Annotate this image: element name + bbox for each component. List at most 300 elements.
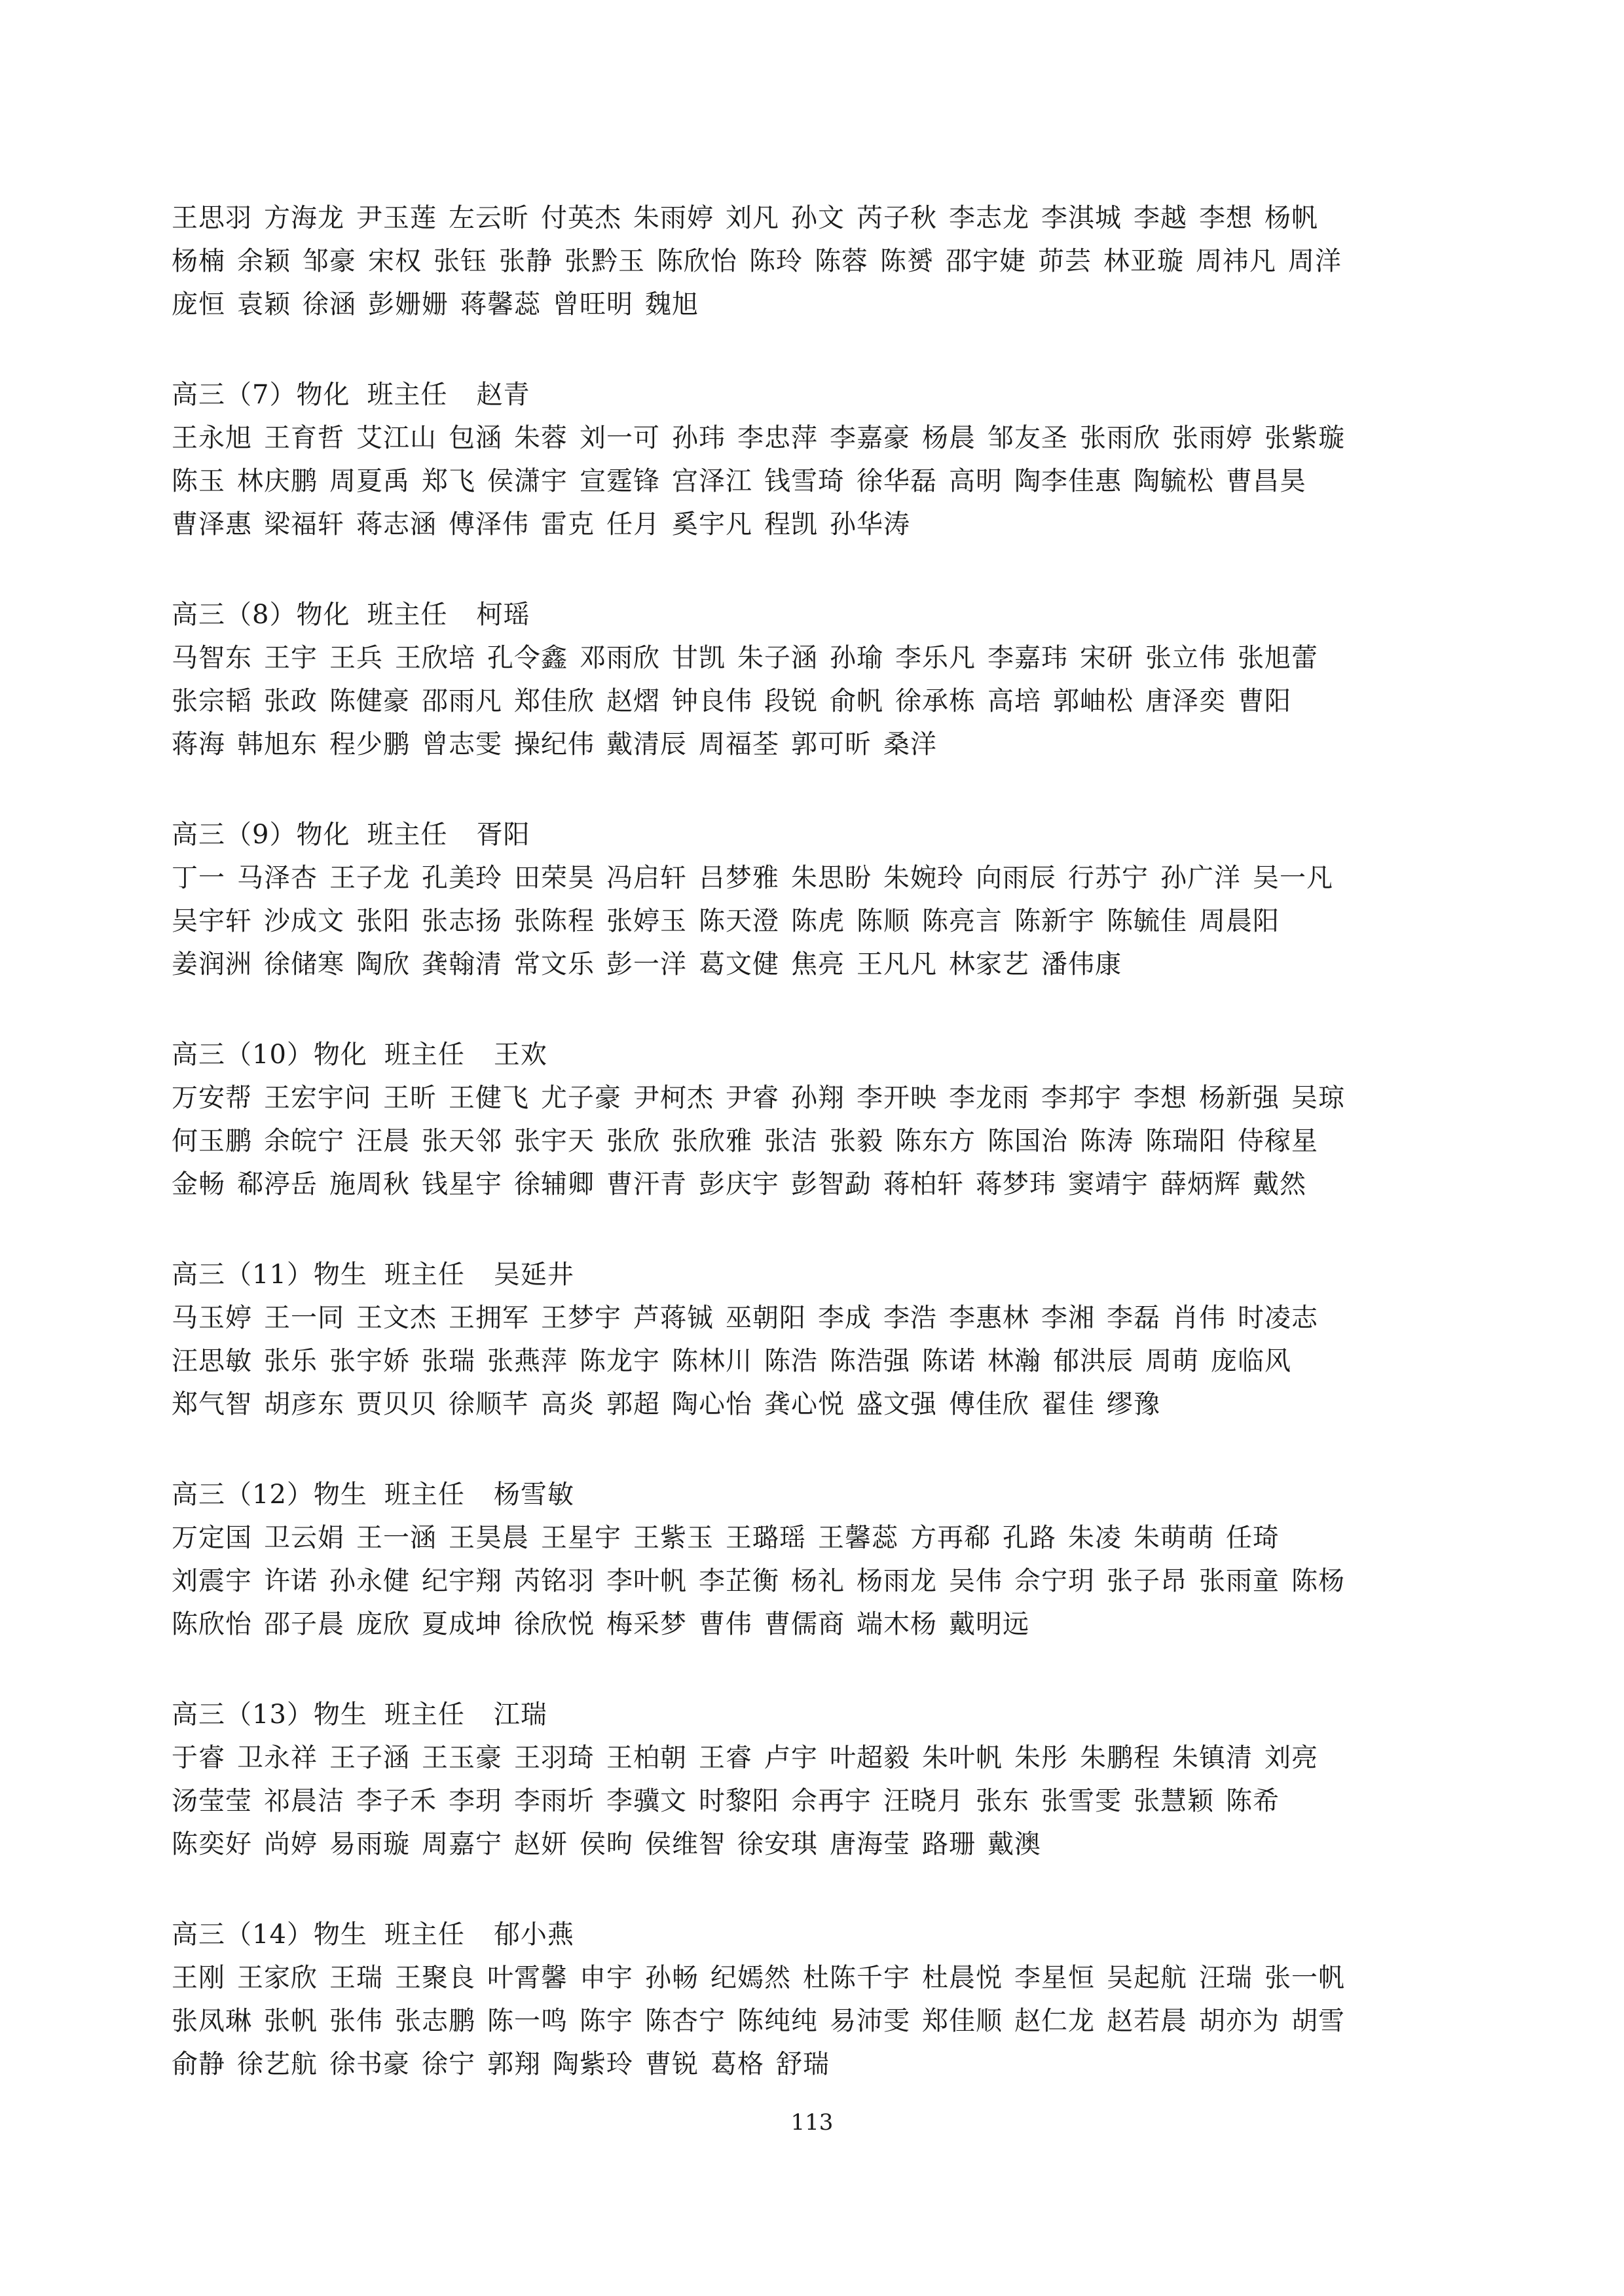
teacher-name: 柯瑶 bbox=[476, 600, 530, 630]
student-name: 徐涵 bbox=[303, 289, 356, 319]
student-name: 马泽杏 bbox=[237, 863, 318, 893]
student-name: 张凤琳 bbox=[172, 2006, 252, 2036]
student-name: 叶霄馨 bbox=[487, 1963, 568, 1993]
student-name: 芮铭羽 bbox=[514, 1566, 595, 1596]
student-name: 刘亮 bbox=[1264, 1743, 1318, 1773]
student-name: 孙永健 bbox=[329, 1566, 410, 1596]
student-name: 申宇 bbox=[580, 1963, 633, 1993]
class-heading bbox=[172, 1693, 1455, 1736]
student-name: 戴清辰 bbox=[606, 729, 687, 759]
student-name: 盛文强 bbox=[857, 1389, 937, 1419]
student-name: 李玥 bbox=[449, 1786, 502, 1816]
student-name: 汤莹莹 bbox=[172, 1786, 252, 1816]
student-name: 陈林川 bbox=[672, 1346, 752, 1376]
student-name: 吴一凡 bbox=[1253, 863, 1333, 893]
student-name: 张帆 bbox=[264, 2006, 318, 2036]
student-name: 陈玲 bbox=[749, 246, 803, 276]
student-name: 张欣 bbox=[606, 1126, 660, 1156]
student-name: 侯潇宇 bbox=[487, 466, 568, 496]
student-name: 郑佳顺 bbox=[922, 2006, 1003, 2036]
student-name: 张洁 bbox=[764, 1126, 818, 1156]
student-name: 周洋 bbox=[1288, 246, 1342, 276]
teacher-label: 班主任 bbox=[384, 1700, 465, 1730]
student-name: 张毅 bbox=[830, 1126, 883, 1156]
student-name: 尤子豪 bbox=[541, 1083, 621, 1113]
student-list bbox=[172, 1516, 1455, 1646]
student-name: 吕梦雅 bbox=[699, 863, 779, 893]
student-name: 王文杰 bbox=[356, 1303, 437, 1333]
student-name: 吴伟 bbox=[949, 1566, 1003, 1596]
student-name: 张静 bbox=[499, 246, 553, 276]
student-name: 徐宁 bbox=[422, 2049, 475, 2079]
student-name: 施周秋 bbox=[329, 1169, 410, 1199]
student-name: 孙文 bbox=[791, 203, 845, 233]
student-name: 包涵 bbox=[449, 423, 502, 453]
student-name: 时凌志 bbox=[1238, 1303, 1318, 1333]
student-name: 王柏朝 bbox=[606, 1743, 687, 1773]
student-name: 陈涛 bbox=[1080, 1126, 1134, 1156]
student-name: 张宇娇 bbox=[329, 1346, 410, 1376]
student-name: 陈国治 bbox=[987, 1126, 1068, 1156]
continued-name-list bbox=[172, 196, 1455, 326]
student-name: 戴澳 bbox=[987, 1829, 1041, 1859]
teacher-name: 吴延井 bbox=[493, 1260, 574, 1290]
student-name: 李子禾 bbox=[356, 1786, 437, 1816]
student-name: 吴起航 bbox=[1107, 1963, 1187, 1993]
student-name: 奚宇凡 bbox=[672, 509, 752, 539]
class-section bbox=[172, 1033, 1455, 1206]
student-name: 何玉鹏 bbox=[172, 1126, 252, 1156]
student-name: 李想 bbox=[1134, 1083, 1187, 1113]
student-name: 曹锐 bbox=[645, 2049, 699, 2079]
student-name: 郭岫松 bbox=[1053, 686, 1134, 716]
student-name: 邵宇婕 bbox=[946, 246, 1026, 276]
student-name: 蒋海 bbox=[172, 729, 225, 759]
name-line bbox=[172, 1779, 1455, 1823]
student-name: 祁晨洁 bbox=[264, 1786, 344, 1816]
student-name: 余皖宁 bbox=[264, 1126, 344, 1156]
student-name: 唐泽奕 bbox=[1145, 686, 1226, 716]
student-name: 张雨婷 bbox=[1172, 423, 1253, 453]
student-name: 蒋馨蕊 bbox=[460, 289, 541, 319]
name-line bbox=[172, 1999, 1455, 2043]
student-name: 李想 bbox=[1199, 203, 1253, 233]
student-name: 李湘 bbox=[1041, 1303, 1095, 1333]
student-name: 陈欣怡 bbox=[172, 1609, 252, 1639]
student-list bbox=[172, 1076, 1455, 1206]
student-list bbox=[172, 416, 1455, 546]
student-name: 焦亮 bbox=[791, 949, 845, 979]
student-name: 钟良伟 bbox=[672, 686, 752, 716]
student-name: 陈顺 bbox=[857, 906, 910, 936]
student-name: 宋研 bbox=[1080, 643, 1134, 673]
student-name: 行苏宁 bbox=[1068, 863, 1149, 893]
student-name: 王子龙 bbox=[329, 863, 410, 893]
teacher-label: 班主任 bbox=[367, 820, 448, 850]
name-line bbox=[172, 1383, 1455, 1426]
student-name: 程少鹏 bbox=[329, 729, 410, 759]
student-name: 张宇天 bbox=[514, 1126, 595, 1156]
student-name: 雷克 bbox=[541, 509, 595, 539]
student-name: 刘震宇 bbox=[172, 1566, 252, 1596]
student-name: 王星宇 bbox=[541, 1523, 621, 1553]
student-name: 王聚良 bbox=[395, 1963, 475, 1993]
student-name: 赵熠 bbox=[606, 686, 660, 716]
student-name: 傅泽伟 bbox=[449, 509, 529, 539]
student-name: 周萌 bbox=[1145, 1346, 1199, 1376]
student-name: 李淇城 bbox=[1041, 203, 1122, 233]
student-name: 纪嫣然 bbox=[710, 1963, 791, 1993]
name-line bbox=[172, 1823, 1455, 1866]
student-name: 李成 bbox=[818, 1303, 872, 1333]
student-name: 侯昫 bbox=[580, 1829, 633, 1859]
student-name: 佘再宇 bbox=[791, 1786, 872, 1816]
student-name: 许诺 bbox=[264, 1566, 318, 1596]
student-name: 陈新宇 bbox=[1014, 906, 1095, 936]
student-name: 舒瑞 bbox=[776, 2049, 830, 2079]
student-name: 宣霆锋 bbox=[580, 466, 660, 496]
student-name: 朱子涵 bbox=[737, 643, 818, 673]
student-name: 李志龙 bbox=[949, 203, 1029, 233]
class-heading bbox=[172, 1473, 1455, 1516]
student-name: 常文乐 bbox=[514, 949, 595, 979]
student-name: 时黎阳 bbox=[699, 1786, 779, 1816]
student-name: 李雨圻 bbox=[514, 1786, 595, 1816]
student-name: 林瀚 bbox=[987, 1346, 1041, 1376]
student-name: 沙成文 bbox=[264, 906, 344, 936]
student-name: 陈宇 bbox=[580, 2006, 633, 2036]
teacher-name: 胥阳 bbox=[476, 820, 530, 850]
student-name: 陈奕好 bbox=[172, 1829, 252, 1859]
student-name: 朱镇清 bbox=[1172, 1743, 1253, 1773]
student-name: 马智东 bbox=[172, 643, 252, 673]
class-name: 高三（8）物化 bbox=[172, 600, 350, 630]
student-name: 方海龙 bbox=[264, 203, 344, 233]
student-name: 丁一 bbox=[172, 863, 225, 893]
teacher-label: 班主任 bbox=[384, 1480, 465, 1510]
student-name: 陶心怡 bbox=[672, 1389, 752, 1419]
student-name: 高明 bbox=[949, 466, 1003, 496]
student-name: 任琦 bbox=[1226, 1523, 1280, 1553]
student-name: 孙广洋 bbox=[1160, 863, 1241, 893]
teacher-label: 班主任 bbox=[367, 380, 448, 410]
student-name: 潘伟康 bbox=[1041, 949, 1122, 979]
student-name: 李嘉豪 bbox=[830, 423, 910, 453]
student-name: 陈赟 bbox=[880, 246, 934, 276]
name-line bbox=[172, 196, 1455, 240]
student-name: 徐欣悦 bbox=[514, 1609, 595, 1639]
student-name: 邵雨凡 bbox=[422, 686, 502, 716]
student-name: 张一帆 bbox=[1264, 1963, 1345, 1993]
student-name: 王璐瑶 bbox=[726, 1523, 806, 1553]
student-name: 操纪伟 bbox=[514, 729, 595, 759]
student-name: 邓雨欣 bbox=[580, 643, 660, 673]
student-name: 彭庆宇 bbox=[699, 1169, 779, 1199]
student-name: 徐承栋 bbox=[895, 686, 976, 716]
student-name: 蒋柏轩 bbox=[883, 1169, 964, 1199]
student-name: 张子昂 bbox=[1107, 1566, 1187, 1596]
student-name: 向雨辰 bbox=[976, 863, 1056, 893]
student-name: 彭智勐 bbox=[791, 1169, 872, 1199]
student-name: 王紫玉 bbox=[633, 1523, 714, 1553]
name-line bbox=[172, 503, 1455, 546]
student-name: 马玉婷 bbox=[172, 1303, 252, 1333]
student-name: 薛炳辉 bbox=[1160, 1169, 1241, 1199]
student-name: 蒋志涵 bbox=[356, 509, 437, 539]
student-name: 邹友圣 bbox=[987, 423, 1068, 453]
student-name: 葛格 bbox=[710, 2049, 764, 2079]
student-name: 王健飞 bbox=[449, 1083, 529, 1113]
teacher-name: 杨雪敏 bbox=[493, 1480, 574, 1510]
class-name: 高三（11）物生 bbox=[172, 1260, 367, 1290]
class-heading bbox=[172, 1253, 1455, 1296]
student-name: 汪晓月 bbox=[883, 1786, 964, 1816]
student-name: 赵妍 bbox=[514, 1829, 568, 1859]
student-name: 陶欣 bbox=[356, 949, 410, 979]
student-list bbox=[172, 1736, 1455, 1866]
student-name: 王羽琦 bbox=[514, 1743, 595, 1773]
student-name: 高培 bbox=[987, 686, 1041, 716]
student-name: 张东 bbox=[976, 1786, 1029, 1816]
name-line bbox=[172, 900, 1455, 943]
student-name: 王思羽 bbox=[172, 203, 252, 233]
student-name: 王馨蕊 bbox=[818, 1523, 898, 1553]
student-name: 万定国 bbox=[172, 1523, 252, 1553]
student-name: 刘一可 bbox=[580, 423, 660, 453]
class-name: 高三（12）物生 bbox=[172, 1480, 367, 1510]
class-section bbox=[172, 1693, 1455, 1866]
student-name: 王梦宇 bbox=[541, 1303, 621, 1333]
student-name: 彭姗姗 bbox=[368, 289, 449, 319]
student-name: 邵子晨 bbox=[264, 1609, 344, 1639]
student-name: 芮子秋 bbox=[857, 203, 937, 233]
name-line bbox=[172, 416, 1455, 460]
student-name: 茆芸 bbox=[1038, 246, 1092, 276]
name-line bbox=[172, 240, 1455, 283]
student-name: 戴然 bbox=[1253, 1169, 1306, 1199]
student-name: 邹豪 bbox=[303, 246, 356, 276]
student-name: 郑气智 bbox=[172, 1389, 252, 1419]
student-name: 陶紫玲 bbox=[553, 2049, 633, 2079]
student-name: 陈玉 bbox=[172, 466, 225, 496]
student-name: 王昊晨 bbox=[449, 1523, 529, 1553]
student-name: 王昕 bbox=[383, 1083, 437, 1113]
student-name: 龚心悦 bbox=[764, 1389, 845, 1419]
class-section bbox=[172, 1473, 1455, 1646]
page-number: 113 bbox=[790, 2109, 834, 2136]
student-name: 曹昌昊 bbox=[1226, 466, 1306, 496]
student-name: 王一涵 bbox=[356, 1523, 437, 1553]
student-name: 张钰 bbox=[434, 246, 487, 276]
student-name: 汪瑞 bbox=[1199, 1963, 1253, 1993]
student-name: 彭一洋 bbox=[606, 949, 687, 979]
student-name: 吴琼 bbox=[1291, 1083, 1345, 1113]
student-name: 付英杰 bbox=[541, 203, 621, 233]
student-name: 张伟 bbox=[329, 2006, 383, 2036]
student-name: 周嘉宁 bbox=[422, 1829, 502, 1859]
student-name: 郭超 bbox=[606, 1389, 660, 1419]
teacher-name: 江瑞 bbox=[493, 1700, 547, 1730]
student-name: 李龙雨 bbox=[949, 1083, 1029, 1113]
student-name: 汪晨 bbox=[356, 1126, 410, 1156]
class-heading bbox=[172, 373, 1455, 416]
student-name: 郗渟岳 bbox=[237, 1169, 318, 1199]
class-heading bbox=[172, 593, 1455, 636]
student-name: 陈蓉 bbox=[815, 246, 868, 276]
student-name: 曹儒商 bbox=[764, 1609, 845, 1639]
student-name: 程凯 bbox=[764, 509, 818, 539]
student-name: 李开映 bbox=[857, 1083, 937, 1113]
student-name: 冯启轩 bbox=[606, 863, 687, 893]
class-name: 高三（9）物化 bbox=[172, 820, 350, 850]
student-name: 王育哲 bbox=[264, 423, 344, 453]
student-name: 朱鹏程 bbox=[1080, 1743, 1160, 1773]
student-name: 张燕萍 bbox=[487, 1346, 568, 1376]
student-name: 陶李佳惠 bbox=[1014, 466, 1122, 496]
student-name: 李乐凡 bbox=[895, 643, 976, 673]
student-name: 桑洋 bbox=[883, 729, 937, 759]
student-name: 徐储寒 bbox=[264, 949, 344, 979]
student-name: 魏旭 bbox=[645, 289, 699, 319]
student-name: 杨雨龙 bbox=[857, 1566, 937, 1596]
student-name: 林家艺 bbox=[949, 949, 1029, 979]
student-name: 王家欣 bbox=[237, 1963, 318, 1993]
student-name: 夏成坤 bbox=[422, 1609, 502, 1639]
student-name: 陈希 bbox=[1226, 1786, 1280, 1816]
student-list bbox=[172, 1956, 1455, 2086]
student-name: 龚翰清 bbox=[422, 949, 502, 979]
teacher-label: 班主任 bbox=[384, 1920, 465, 1950]
student-name: 张乐 bbox=[264, 1346, 318, 1376]
student-name: 易沛雯 bbox=[830, 2006, 910, 2036]
student-name: 朱彤 bbox=[1014, 1743, 1068, 1773]
student-name: 张政 bbox=[264, 686, 318, 716]
student-name: 徐辅卿 bbox=[514, 1169, 595, 1199]
student-name: 钱星宇 bbox=[422, 1169, 502, 1199]
class-section bbox=[172, 1913, 1455, 2086]
student-name: 林庆鹏 bbox=[237, 466, 318, 496]
student-name: 王刚 bbox=[172, 1963, 225, 1993]
student-name: 张黔玉 bbox=[564, 246, 645, 276]
student-name: 吴宇轩 bbox=[172, 906, 252, 936]
student-name: 李骥文 bbox=[606, 1786, 687, 1816]
student-name: 李忠萍 bbox=[737, 423, 818, 453]
name-line bbox=[172, 283, 1455, 326]
student-name: 张天邻 bbox=[422, 1126, 502, 1156]
student-name: 肖伟 bbox=[1172, 1303, 1226, 1333]
student-name: 周夏禹 bbox=[329, 466, 410, 496]
student-name: 孙华涛 bbox=[830, 509, 910, 539]
student-name: 杨礼 bbox=[791, 1566, 845, 1596]
class-name: 高三（14）物生 bbox=[172, 1920, 367, 1950]
student-name: 卫云娟 bbox=[264, 1523, 344, 1553]
class-name: 高三（13）物生 bbox=[172, 1700, 367, 1730]
student-name: 孔令鑫 bbox=[487, 643, 568, 673]
student-name: 梁福轩 bbox=[264, 509, 344, 539]
student-name: 艾江山 bbox=[356, 423, 437, 453]
student-name: 李嘉玮 bbox=[987, 643, 1068, 673]
student-name: 葛文健 bbox=[699, 949, 779, 979]
student-name: 孔美玲 bbox=[422, 863, 502, 893]
student-name: 李浩 bbox=[883, 1303, 937, 1333]
student-name: 孙翔 bbox=[791, 1083, 845, 1113]
student-name: 刘凡 bbox=[726, 203, 779, 233]
teacher-label: 班主任 bbox=[384, 1040, 465, 1070]
student-name: 胡彦东 bbox=[264, 1389, 344, 1419]
teacher-label: 班主任 bbox=[384, 1260, 465, 1290]
student-name: 王永旭 bbox=[172, 423, 252, 453]
student-name: 窦靖宇 bbox=[1068, 1169, 1149, 1199]
teacher-label: 班主任 bbox=[367, 600, 448, 630]
name-line bbox=[172, 1163, 1455, 1206]
name-line bbox=[172, 636, 1455, 680]
student-name: 曾志雯 bbox=[422, 729, 502, 759]
class-heading bbox=[172, 813, 1455, 856]
student-name: 陶毓松 bbox=[1134, 466, 1214, 496]
student-name: 周晨阳 bbox=[1199, 906, 1280, 936]
student-name: 陈亮言 bbox=[922, 906, 1003, 936]
student-name: 俞静 bbox=[172, 2049, 225, 2079]
student-name: 卢宇 bbox=[764, 1743, 818, 1773]
name-line bbox=[172, 856, 1455, 900]
student-name: 陈毓佳 bbox=[1107, 906, 1187, 936]
student-name: 郭翔 bbox=[487, 2049, 541, 2079]
student-name: 王拥军 bbox=[449, 1303, 529, 1333]
student-name: 余颖 bbox=[237, 246, 291, 276]
class-name: 高三（7）物化 bbox=[172, 380, 350, 410]
student-name: 梅采梦 bbox=[606, 1609, 687, 1639]
teacher-name: 赵青 bbox=[476, 380, 530, 410]
student-name: 赵仁龙 bbox=[1014, 2006, 1095, 2036]
student-name: 姜润洲 bbox=[172, 949, 252, 979]
student-name: 俞帆 bbox=[830, 686, 883, 716]
student-name: 陈健豪 bbox=[329, 686, 410, 716]
student-name: 陈诺 bbox=[922, 1346, 976, 1376]
student-name: 庞临风 bbox=[1211, 1346, 1291, 1376]
student-name: 李芷衡 bbox=[699, 1566, 779, 1596]
student-name: 杜晨悦 bbox=[922, 1963, 1003, 1993]
name-line bbox=[172, 680, 1455, 723]
student-name: 卫永祥 bbox=[237, 1743, 318, 1773]
student-name: 徐安琪 bbox=[737, 1829, 818, 1859]
student-name: 戴明远 bbox=[949, 1609, 1029, 1639]
student-name: 张婷玉 bbox=[606, 906, 687, 936]
student-name: 陈浩 bbox=[764, 1346, 818, 1376]
student-name: 朱雨婷 bbox=[633, 203, 714, 233]
student-name: 陈杨 bbox=[1291, 1566, 1345, 1596]
student-name: 陈纯纯 bbox=[737, 2006, 818, 2036]
student-name: 王睿 bbox=[699, 1743, 752, 1773]
student-name: 朱叶帆 bbox=[922, 1743, 1003, 1773]
student-name: 朱蓉 bbox=[514, 423, 568, 453]
student-name: 周福荃 bbox=[699, 729, 779, 759]
student-name: 尹柯杰 bbox=[633, 1083, 714, 1113]
class-heading bbox=[172, 1913, 1455, 1956]
student-name: 陈龙宇 bbox=[580, 1346, 660, 1376]
student-name: 李星恒 bbox=[1014, 1963, 1095, 1993]
student-name: 张慧颖 bbox=[1134, 1786, 1214, 1816]
student-name: 张志鹏 bbox=[395, 2006, 475, 2036]
student-name: 路珊 bbox=[922, 1829, 976, 1859]
student-name: 侍稼星 bbox=[1238, 1126, 1318, 1156]
student-name: 贾贝贝 bbox=[356, 1389, 437, 1419]
student-name: 王一同 bbox=[264, 1303, 344, 1333]
student-name: 周祎凡 bbox=[1196, 246, 1276, 276]
student-name: 徐书豪 bbox=[329, 2049, 410, 2079]
student-name: 张紫璇 bbox=[1264, 423, 1345, 453]
student-name: 陈杏宁 bbox=[645, 2006, 726, 2036]
student-name: 朱思盼 bbox=[791, 863, 872, 893]
